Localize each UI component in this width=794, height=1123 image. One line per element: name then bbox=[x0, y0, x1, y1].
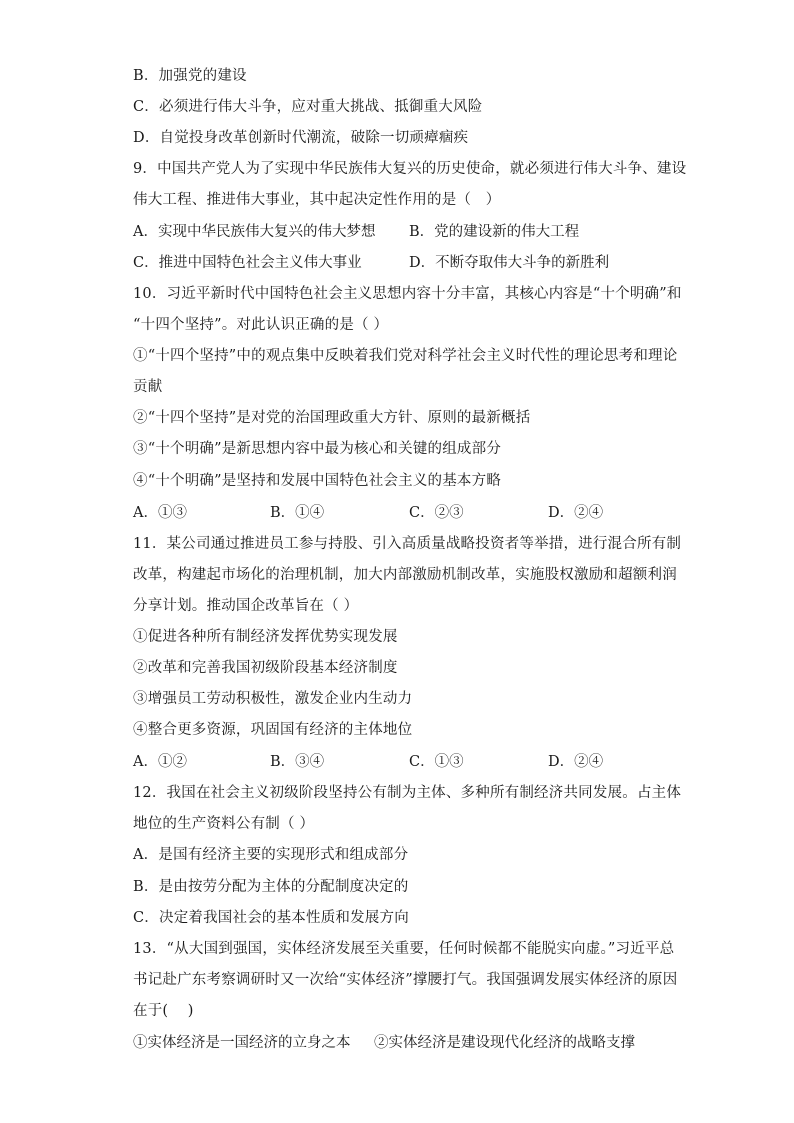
q11-option-b: B．③④ bbox=[270, 754, 325, 770]
q10-statement-4: ④“十个明确”是坚持和发展中国特色社会主义的基本方略 bbox=[133, 473, 502, 489]
q9-stem-line: 9．中国共产党人为了实现中华民族伟大复兴的历史使命，就必须进行伟大斗争、建设 bbox=[133, 161, 687, 177]
q9-option-c: C．推进中国特色社会主义伟大事业 bbox=[133, 255, 362, 271]
q13-stem-line: 13．“从大国到强国，实体经济发展至关重要，任何时候都不能脱实向虚。”习近平总 bbox=[133, 941, 675, 957]
q8-option-d: D．自觉投身改革创新时代潮流，破除一切顽瘴痼疾 bbox=[133, 130, 469, 146]
q11-stem-line: 分享计划。推动国企改革旨在（ ） bbox=[133, 598, 359, 614]
q11-option-c: C．①③ bbox=[409, 754, 464, 770]
q10-option-a: A．①③ bbox=[133, 505, 187, 521]
q11-statement-1: ①促进各种所有制经济发挥优势实现发展 bbox=[133, 629, 398, 645]
q11-statement-4: ④整合更多资源，巩固国有经济的主体地位 bbox=[133, 722, 413, 738]
q10-statement-1: ①“十四个坚持”中的观点集中反映着我们党对科学社会主义时代性的理论思考和理论 bbox=[133, 348, 678, 364]
q12-option-a: A．是国有经济主要的实现形式和组成部分 bbox=[133, 847, 409, 863]
q13-statement-2: ②实体经济是建设现代化经济的战略支撑 bbox=[374, 1035, 635, 1051]
q9-stem-line: 伟大工程、推进伟大事业，其中起决定性作用的是（ ） bbox=[133, 192, 501, 208]
q13-statement-1: ①实体经济是一国经济的立身之本 bbox=[133, 1035, 351, 1051]
q11-stem-line: 11．某公司通过推进员工参与持股、引入高质量战略投资者等举措，进行混合所有制 bbox=[133, 536, 682, 552]
q11-statement-2: ②改革和完善我国初级阶段基本经济制度 bbox=[133, 660, 398, 676]
q11-statement-3: ③增强员工劳动积极性，激发企业内生动力 bbox=[133, 691, 413, 707]
q8-option-b: B．加强党的建设 bbox=[133, 68, 247, 84]
q11-option-d: D．②④ bbox=[548, 754, 604, 770]
q10-statement-2: ②“十四个坚持”是对党的治国理政重大方针、原则的最新概括 bbox=[133, 410, 531, 426]
q10-statement-1-cont: 贡献 bbox=[133, 379, 163, 395]
q10-stem-line: “十四个坚持”。对此认识正确的是（ ） bbox=[133, 317, 389, 333]
q12-stem-line: 地位的生产资料公有制（ ） bbox=[133, 816, 315, 832]
q9-option-d: D．不断夺取伟大斗争的新胜利 bbox=[409, 255, 610, 271]
q11-stem-line: 改革，构建起市场化的治理机制，加大内部激励机制改革，实施股权激励和超额利润 bbox=[133, 567, 677, 583]
q8-option-c: C．必须进行伟大斗争，应对重大挑战、抵御重大风险 bbox=[133, 99, 483, 115]
q11-option-a: A．①② bbox=[133, 754, 187, 770]
q12-option-b: B．是由按劳分配为主体的分配制度决定的 bbox=[133, 879, 409, 895]
q9-option-a: A．实现中华民族伟大复兴的伟大梦想 bbox=[133, 224, 376, 240]
q10-option-b: B．①④ bbox=[270, 505, 325, 521]
q10-option-d: D．②④ bbox=[548, 505, 604, 521]
q10-stem-line: 10．习近平新时代中国特色社会主义思想内容十分丰富，其核心内容是“十个明确”和 bbox=[133, 286, 682, 302]
q12-option-c: C．决定着我国社会的基本性质和发展方向 bbox=[133, 910, 409, 926]
q12-stem-line: 12．我国在社会主义初级阶段坚持公有制为主体、多种所有制经济共同发展。占主体 bbox=[133, 785, 682, 801]
q9-option-b: B．党的建设新的伟大工程 bbox=[409, 224, 580, 240]
q13-stem-line: 在于( ) bbox=[133, 1003, 194, 1019]
q10-statement-3: ③“十个明确”是新思想内容中最为核心和关键的组成部分 bbox=[133, 441, 502, 457]
q10-option-c: C．②③ bbox=[409, 505, 464, 521]
q13-stem-line: 书记赴广东考察调研时又一次给“实体经济”撑腰打气。我国强调发展实体经济的原因 bbox=[133, 972, 678, 988]
